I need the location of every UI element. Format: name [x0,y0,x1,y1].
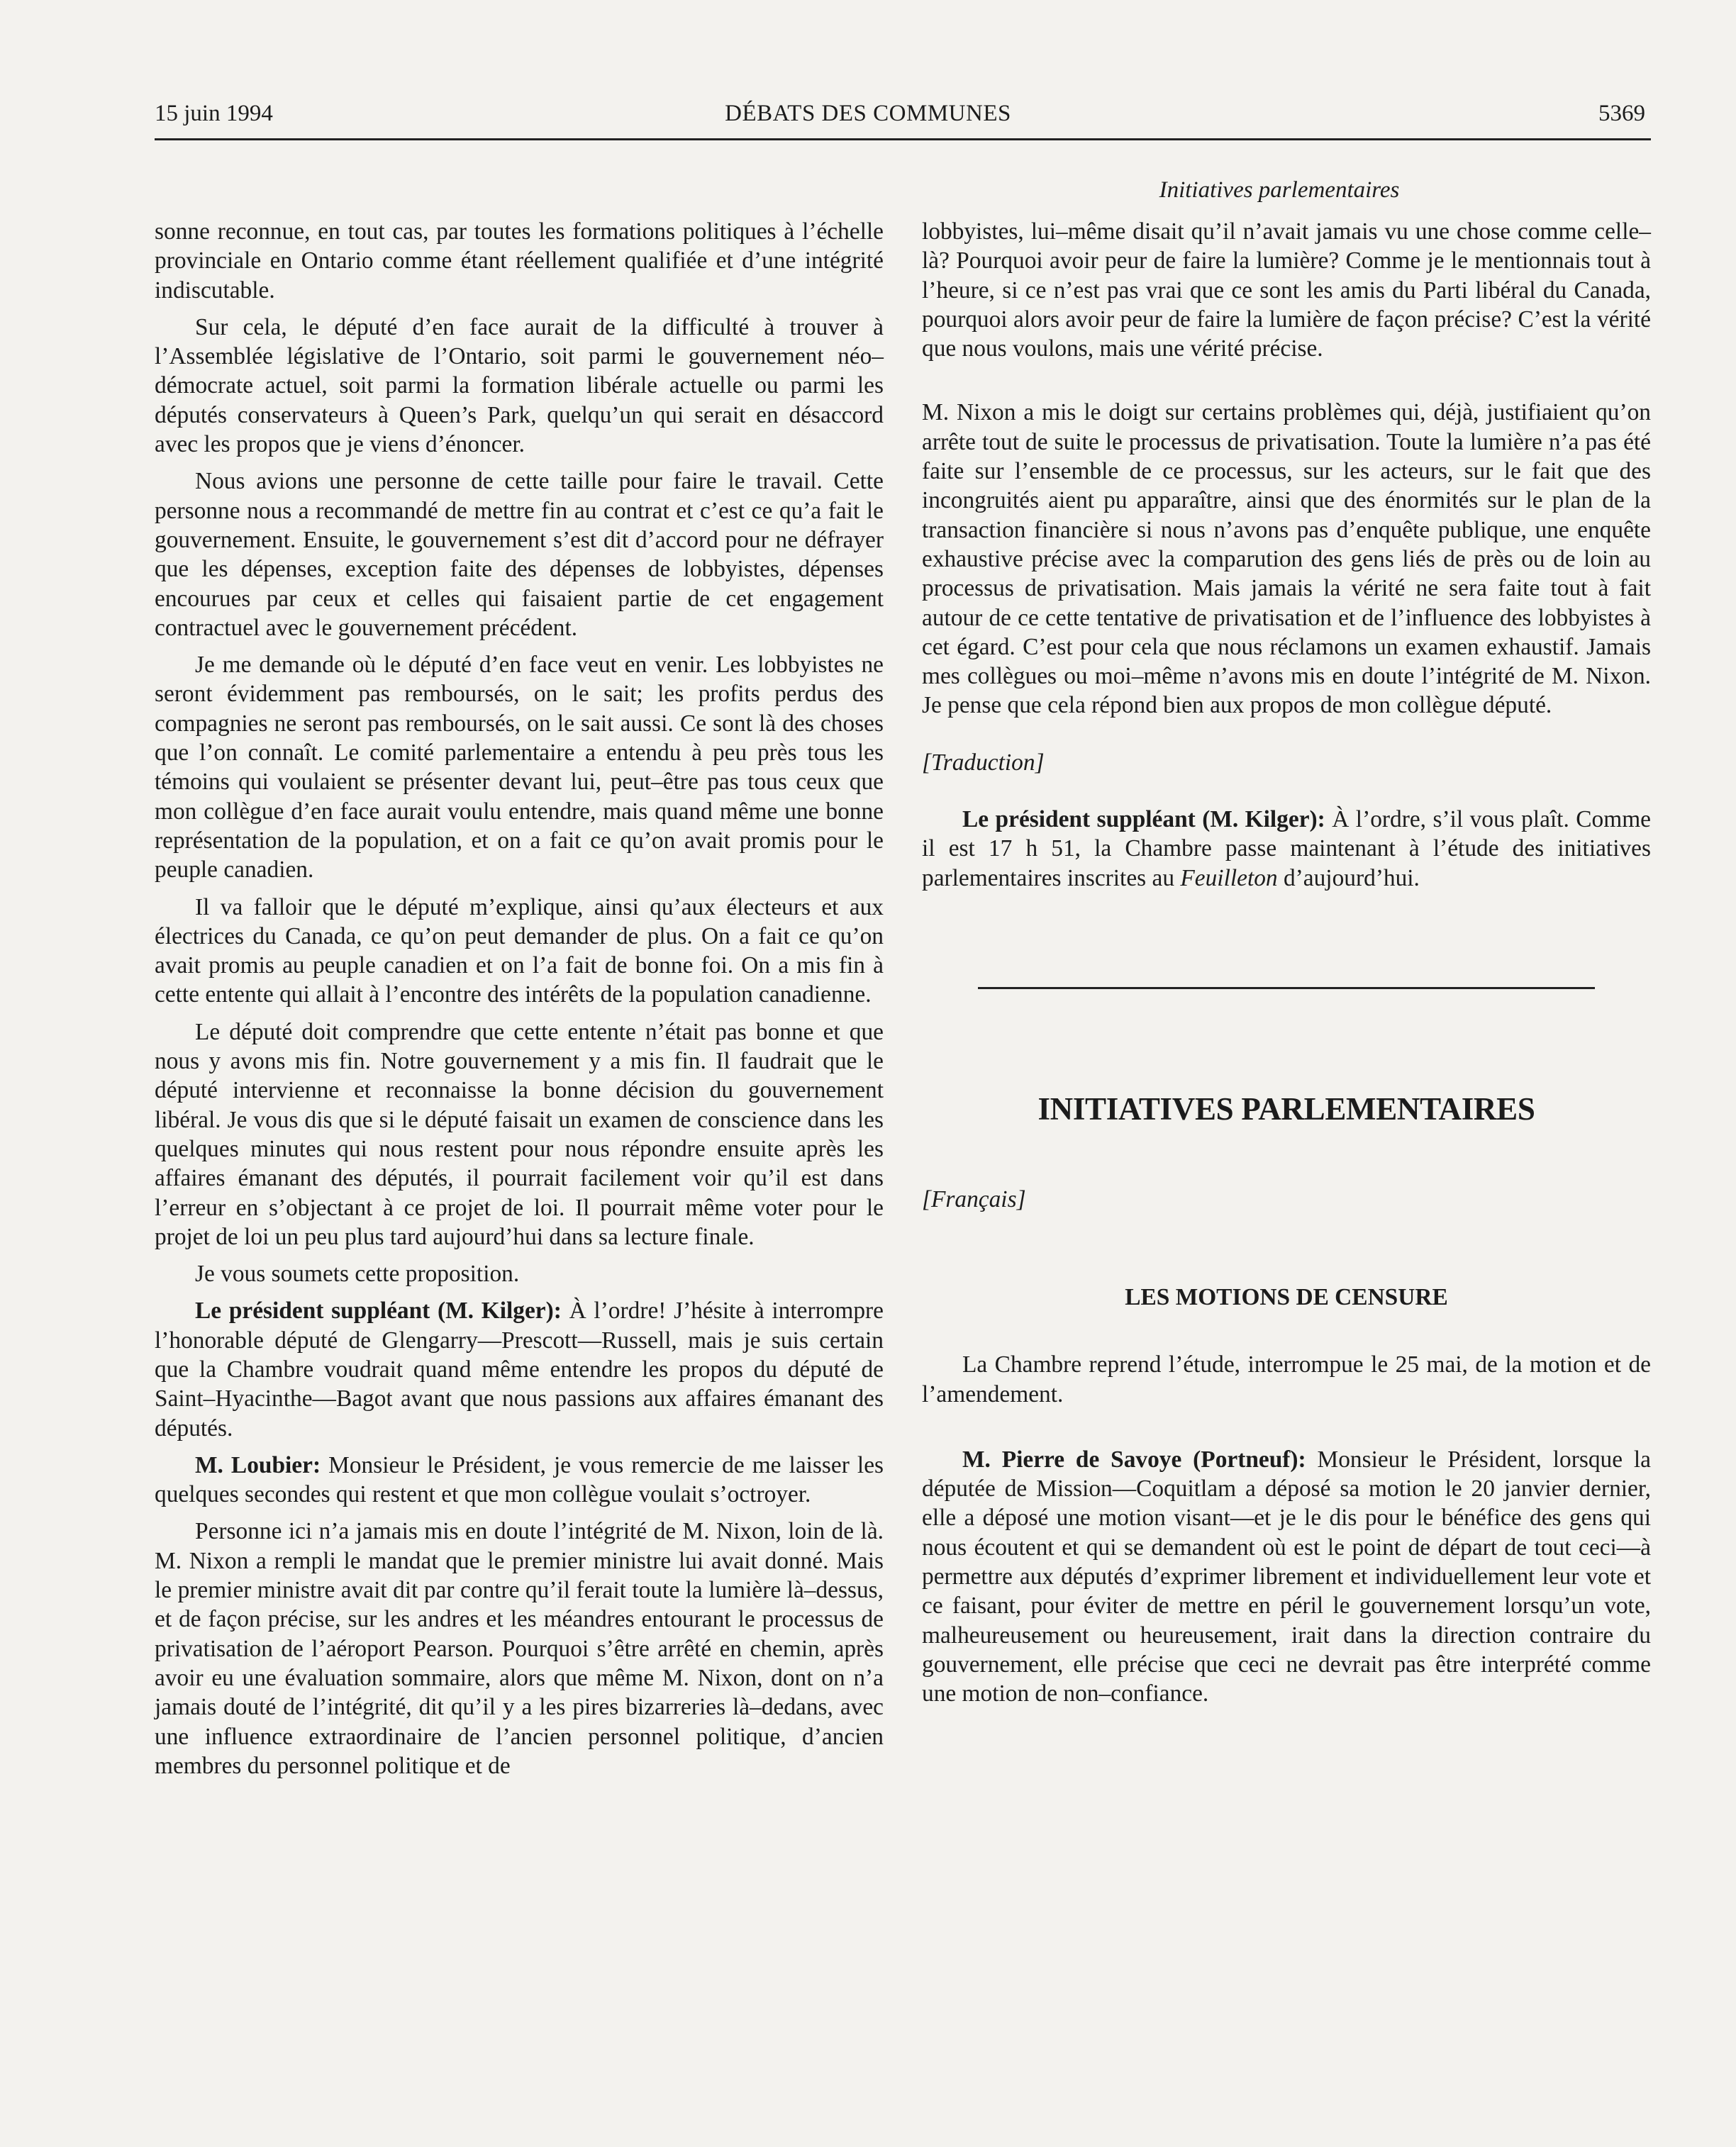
speech-text: d’aujourd’hui. [1277,864,1420,891]
speech-paragraph [155,1296,884,1442]
paragraph: M. Nixon a mis le doigt sur certains problèmes qui, déjà, justifiaient qu’on arrête tout de suite le processus de privatisation. Toute la lumière n’a pas été faite sur l’ensemble de ce processus, sur les acteurs, sur le fait que des incongruités aient pu apparaître, ainsi que des énormités sur le plan de la transaction financière si nous n’avons pas d’enquête publique, une enquête exhaustive précise avec la comparution des gens liés de près ou de loin au processus de privatisation. Mais jamais la vérité ne sera faite tout à fait autour de ce cette tentative de privatisation et de l’influence des lobbyistes à cet égard. C’est pour cela que nous réclamons un examen exhaustif. Jamais mes collègues ou moi–même n’avons mis en doute l’intégrité de M. Nixon. Je pense que cela répond bien aux propos de mon collègue député. [922,399,1651,719]
header-title: DÉBATS DES COMMUNES [725,101,1011,126]
language-marker: [Français] [922,1186,1026,1212]
section-caption: Initiatives parlementaires [1159,177,1400,203]
speech-text: Monsieur le Président, lorsque la députée de Mission—Coquitlam a déposé sa motion le 20 janvier dernier, elle a déposé une motion visant—et je le dis pour le bénéfice des gens qui nous écoutent et qui se demandent où est le point de départ de tout ceci—à permettre aux députés d’exprimer librement et individuellement leur vote et ce faisant, pour éviter de mettre en péril le gouvernement lorsqu’un vote, malheureusement ou heureusement, irait dans la direction contraire du gouvernement, elle précise que ceci ne devrait pas être interprété comme une motion de non–confiance. [922,1446,1651,1707]
speech-paragraph [922,1445,1651,1709]
header-page-number: 5369 [1598,101,1645,126]
right-column [922,217,1651,1717]
paragraph: Je me demande où le député d’en face veut en venir. Les lobbyistes ne seront évidemment pas remboursés, on le sait; les profits perdus des compagnies ne seront pas remboursés, on le sait aussi. Ce sont là des choses que l’on connaît. Le comité parlementaire a entendu à peu près tous les témoins qui voulaient se présenter devant lui, peut–être pas tous ceux que mon collègue d’en face aurait voulu entendre, mais quand même une bonne représentation de la population, et on a fait ce qu’on avait promis pour le peuple canadien. [155,652,884,883]
speech-paragraph [922,805,1651,893]
subheading: LES MOTIONS DE CENSURE [1125,1284,1448,1311]
speaker-name: M. Pierre de Savoye (Portneuf): [962,1446,1306,1473]
paragraph: Je vous soumets cette proposition. [195,1261,520,1288]
language-marker: [Traduction] [922,749,1045,776]
header-date: 15 juin 1994 [155,101,273,126]
section-heading: INITIATIVES PARLEMENTAIRES [1037,1091,1535,1127]
paragraph: Sur cela, le député d’en face aurait de la difficulté à trouver à l’Assemblée législative de l’Ontario, soit parmi le gouvernement néo–démocrate actuel, soit parmi la formation libérale actuelle ou parmi les députés conservateurs à Queen’s Park, quelqu’un qui serait en désaccord avec les propos que je viens d’énoncer. [155,313,884,458]
speech-text: À l’ordre, s’il vous plaît. Comme il est 17 h 51, la Chambre passe maintenant à l’étude des initiatives parlementaires inscrites au [922,806,1651,891]
paragraph: Personne ici n’a jamais mis en doute l’intégrité de M. Nixon, loin de là. M. Nixon a rempli le mandat que le premier ministre lui avait donné. Mais le premier ministre avait dit par contre qu’il ferait toute la lumière là–dessus, et de façon précise, sur les andres et les méandres entourant le processus de privatisation de l’aéroport Pearson. Pourquoi s’être arrêté en chemin, après avoir eu une évaluation sommaire, alors que même M. Nixon, dont on n’a jamais douté de l’intégrité, dit qu’il y a les pires bizarreries là–dedans, avec une influence extraordinaire de l’ancien personnel politique, d’ancien membres du personnel politique et de [155,1518,884,1779]
left-column [155,217,884,1788]
paragraph: La Chambre reprend l’étude, interrompue le 25 mai, de la motion et de l’amendement. [922,1351,1651,1407]
paragraph: sonne reconnue, en tout cas, par toutes les formations politiques à l’échelle provinciale en Ontario comme étant réellement qualifiée et d’une intégrité indiscutable. [155,218,884,303]
speaker-name: M. Loubier: [195,1451,321,1478]
speech-text-emphasis: Feuilleton [1180,864,1278,891]
header-rule [155,138,1651,140]
speaker-name: Le président suppléant (M. Kilger): [195,1298,562,1325]
paragraph: Nous avions une personne de cette taille pour faire le travail. Cette personne nous a recommandé de mettre fin au contrat et c’est ce qu’a fait le gouvernement. Ensuite, le gouvernement s’est dit d’accord pour ne défrayer que les dépenses, exception faite des dépenses de lobbyistes, dépenses encourues par ceux et celles qui faisaient partie de cet engagement contractuel avec le gouvernement précédent. [155,468,884,641]
speech-paragraph [155,1451,884,1510]
paragraph: lobbyistes, lui–même disait qu’il n’avait jamais vu une chose comme celle–là? Pourquoi avoir peur de faire la lumière? Comme je le mentionnais tout à l’heure, si ce n’est pas vrai que ce sont les amis du Parti libéral du Canada, pourquoi alors avoir peur de faire la lumière de façon précise? C’est la vérité que nous voulons, mais une vérité précise. [922,218,1651,362]
speaker-name: Le président suppléant (M. Kilger): [962,806,1325,833]
speech-text: Monsieur le Président, je vous remercie de me laisser les quelques secondes qui restent et que mon collègue voulait s’octroyer. [155,1451,884,1508]
paragraph: Le député doit comprendre que cette entente n’était pas bonne et que nous y avons mis fin. Notre gouvernement y a mis fin. Il faudrait que le député intervienne et reconnaisse la bonne décision du gouvernement libéral. Je vous dis que si le député faisait un examen de conscience dans les quelques minutes qui nous restent pour nous répondre ensuite après les affaires émanant des députés, il pourrait facilement voir qu’il est dans l’erreur en s’objectant à ce projet de loi. Il pourrait même voter pour le projet de loi un peu plus tard aujourd’hui dans sa lecture finale. [155,1018,884,1250]
speech-text: À l’ordre! J’hésite à interrompre l’honorable député de Glengarry—Prescott—Russell, mais je suis certain que la Chambre voudrait quand même entendre les propos du député de Saint–Hyacinthe—Bagot avant que nous passions aux affaires émanant des députés. [155,1298,884,1441]
paragraph: Il va falloir que le député m’explique, ainsi qu’aux électeurs et aux électrices du Canada, ce qu’on peut demander de plus. On a fait ce qu’on avait promis au peuple canadien et on l’a fait de bonne foi. On a mis fin à cette entente qui allait à l’encontre des intérêts de la population canadienne. [155,893,884,1008]
